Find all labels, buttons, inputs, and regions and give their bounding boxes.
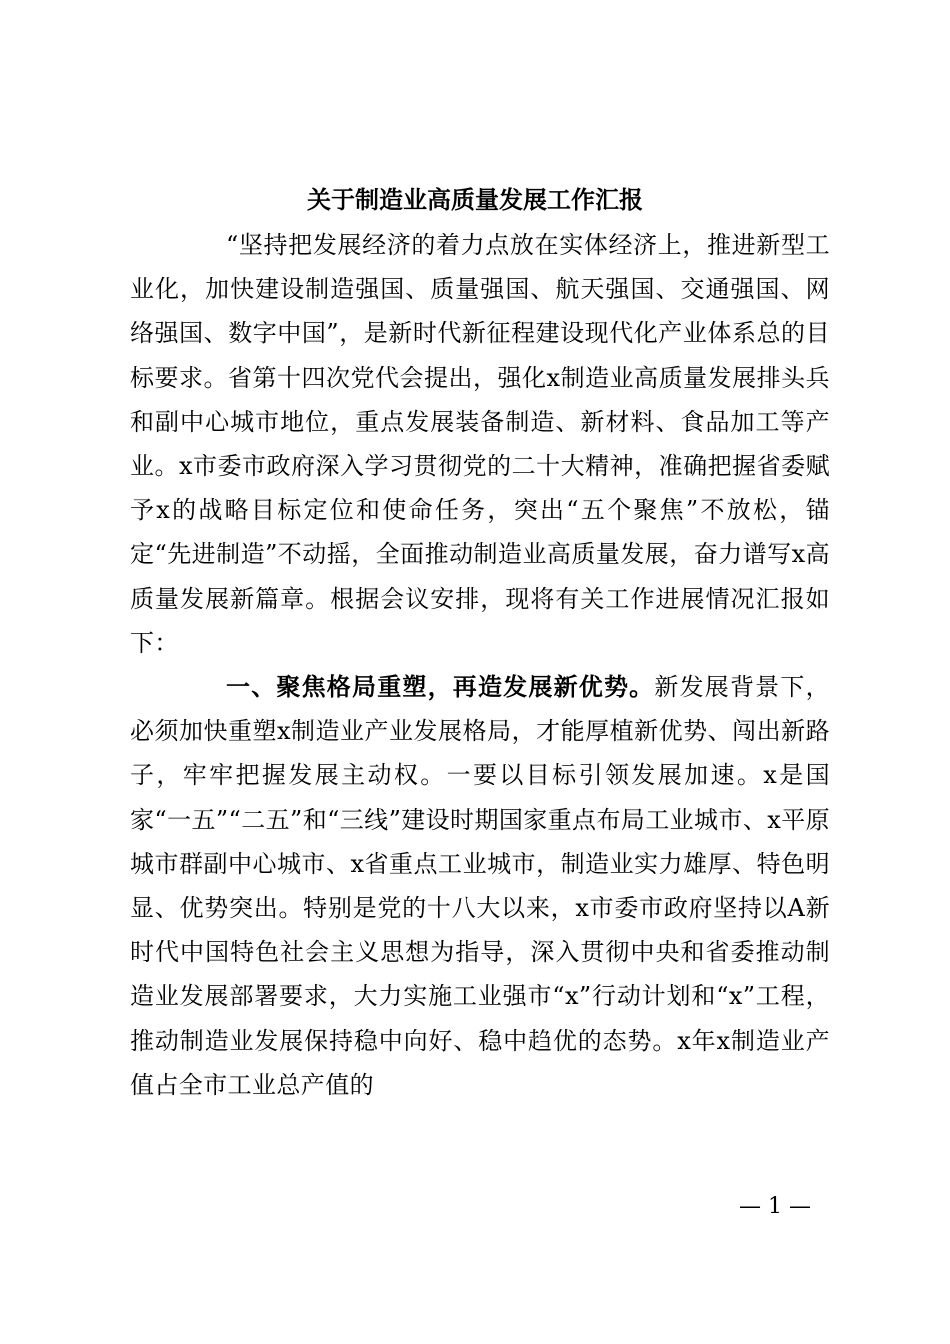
section-1-heading: 一、聚焦格局重塑，再造发展新优势。 — [226, 672, 655, 702]
intro-paragraph: “坚持把发展经济的着力点放在实体经济上，推进新型工业化，加快建设制造强国、质量强国、航天强国、交通强国、网络强国、数字中国”，是新时代新征程建设现代化产业体系总的目标要求。省第十四次党代会提出，强化x制造业高质量发展排头兵和副中心城市地位，重点发展装备制造、新材料、食品加工等产业。x市委市政府深入学习贯彻党的二十大精神，准确把握省委赋予x的战略目标定位和使命任务，突出“五个聚焦”不放松，锚定“先进制造”不动摇，全面推动制造业高质量发展，奋力谱写x高质量发展新篇章。根据会议安排，现将有关工作进展情况汇报如下： — [130, 231, 830, 657]
page-number: — 1 — — [739, 1194, 811, 1219]
document-title: 关于制造业高质量发展工作汇报 — [307, 185, 643, 214]
section-1-text: 新发展背景下，必须加快重塑x制造业产业发展格局，才能厚植新优势、闯出新路子，牢牢把握发展主动权。一要以目标引领发展加速。x是国家“一五”“二五”和“三线”建设时期国家重点布局工业城市、x平原城市群副中心城市、x省重点工业城市，制造业实力雄厚、特色明显、优势突出。特别是党的十八大以来，x市委市政府坚持以A新时代中国特色社会主义思想为指导，深入贯彻中央和省委推动制造业发展部署要求，大力实施工业强市“x”行动计划和“x”工程，推动制造业发展保持稳中向好、稳中趋优的态势。x年x制造业产值占全市工业总产值的 — [130, 673, 830, 1099]
section-1-paragraph — [130, 665, 830, 1107]
document-body — [130, 223, 830, 1107]
